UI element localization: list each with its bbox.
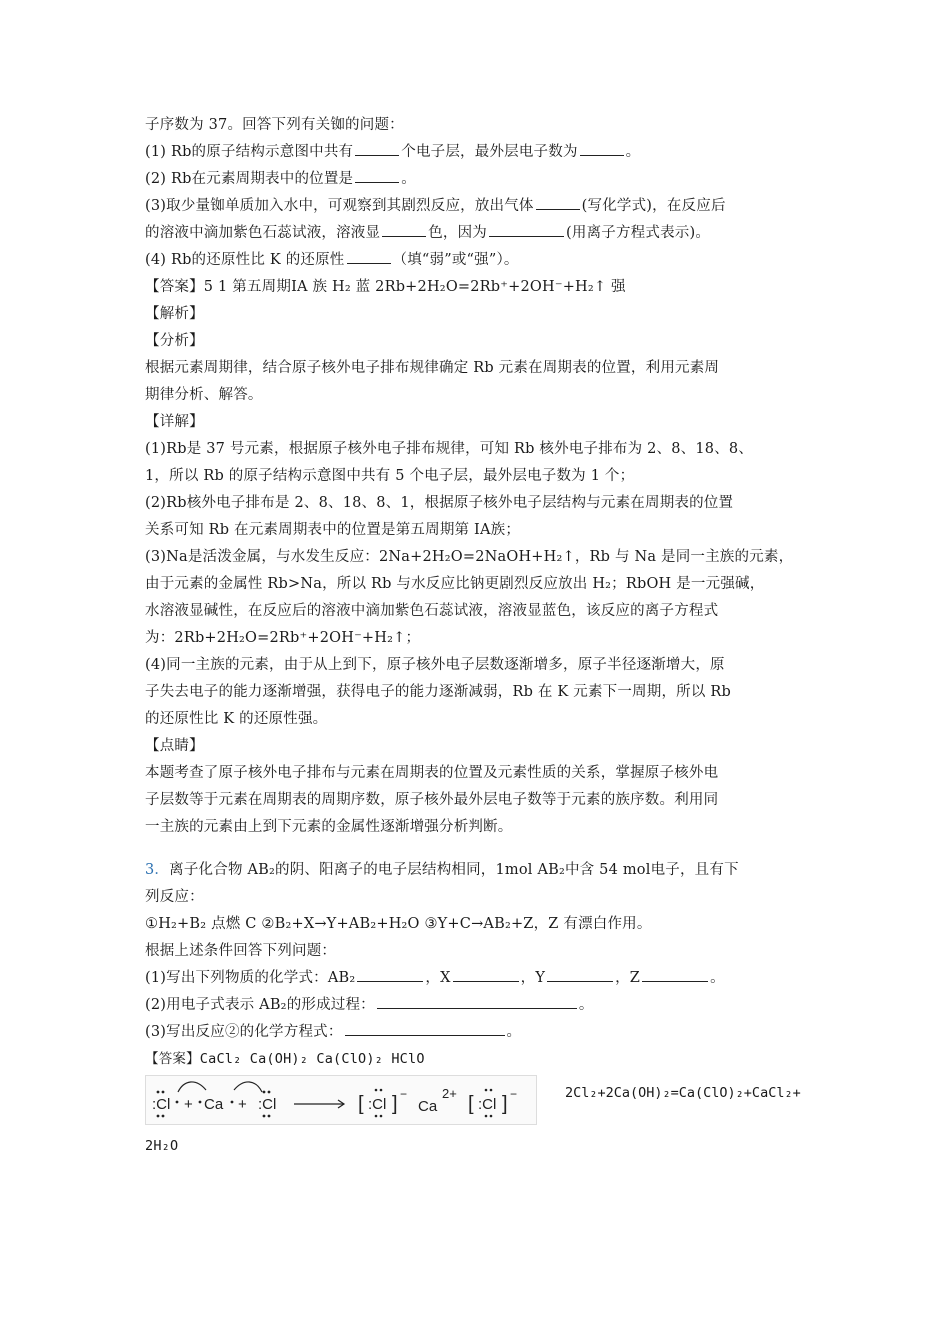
q2-part2 xyxy=(145,166,805,193)
q3-part1-text-d: ，Z xyxy=(615,970,641,986)
q2-detail4-line2: 子失去电子的能力逐渐增强，获得电子的能力逐渐减弱，Rb 在 K 元素下一周期，所以 Rb xyxy=(145,684,731,700)
blank-z[interactable] xyxy=(642,967,708,982)
arrow-left xyxy=(178,1082,206,1092)
q2-part1-text-b: 个电子层，最外层电子数为 xyxy=(401,144,578,160)
lewis-ca: Ca xyxy=(204,1096,224,1113)
q2-detail3-line1: (3)Na是活泼金属，与水发生反应：2Na+2H₂O=2NaOH+H₂↑，Rb 与 Na 是同一主族的元素， xyxy=(145,549,794,565)
q2-part3-text-b: (写化学式)，在反应后 xyxy=(581,198,726,214)
lewis-bracket-r2: ] xyxy=(502,1093,508,1115)
q2-dianjing-line3: 一主族的元素由上到下元素的金属性逐渐增强分析判断。 xyxy=(145,819,513,835)
q3-line2: 列反应： xyxy=(145,889,204,905)
lewis-plus-2: + xyxy=(238,1096,247,1113)
lewis-ion-cl-2: :Cl xyxy=(478,1096,497,1113)
q2-detail1-line2: 1，所以 Rb 的原子结构示意图中共有 5 个电子层，最外层电子数为 1 个； xyxy=(145,468,635,484)
blank-equation[interactable] xyxy=(345,1021,505,1036)
q3-part1-text-c: ，Y xyxy=(520,970,546,986)
q2-fenxi-line2: 期律分析、解答。 xyxy=(145,387,263,403)
q3-part3-text-b: 。 xyxy=(506,1024,522,1040)
q2-part3-text-c: 的溶液中滴加紫色石蕊试液，溶液显 xyxy=(145,225,381,241)
q2-part3-text-a: (3)取少量铷单质加入水中，可观察到其剧烈反应，放出气体 xyxy=(145,198,534,214)
lewis-svg xyxy=(146,1076,536,1124)
q3-equation-end: 2H₂O xyxy=(145,1138,179,1154)
q2-intro: 子序数为 37。回答下列有关铷的问题： xyxy=(145,117,404,133)
blank-ionic-equation[interactable] xyxy=(489,222,564,237)
q3-line1-text: 离子化合物 AB₂的阴、阳离子的电子层结构相同，1mol AB₂中含 54 mol电子，且有下 xyxy=(169,862,739,878)
lewis-formation-diagram xyxy=(145,1075,537,1125)
q3-part3 xyxy=(145,1019,805,1046)
blank-reducibility[interactable] xyxy=(347,249,391,264)
q2-dianjing-line1: 本题考查了原子核外电子排布与元素在周期表的位置及元素性质的关系，掌握原子核外电 xyxy=(145,765,719,781)
q3-line1 xyxy=(145,857,805,884)
q2-detail2-line2: 关系可知 Rb 在元素周期表中的位置是第五周期第 IA族； xyxy=(145,522,521,538)
q2-detail3-line3: 水溶液显碱性，在反应后的溶液中滴加紫色石蕊试液，溶液显蓝色，该反应的离子方程式 xyxy=(145,603,719,619)
lewis-charge-ca: 2+ xyxy=(442,1086,457,1101)
q2-dianjing-line2: 子层数等于元素在周期表的周期序数，原子核外最外层电子数等于元素的族序数。利用同 xyxy=(145,792,719,808)
q2-part4-text-b: （填“弱”或“强”）。 xyxy=(392,252,519,268)
lewis-ion-ca: Ca xyxy=(418,1098,438,1115)
q2-part3-line1 xyxy=(145,193,805,220)
q2-dianjing-heading: 【点睛】 xyxy=(145,738,204,754)
q3-answer-row xyxy=(145,1073,805,1133)
q2-part2-text-a: (2) Rb在元素周期表中的位置是 xyxy=(145,171,354,187)
q3-part1-text-b: ，X xyxy=(425,970,451,986)
q2-detail1-line1: (1)Rb是 37 号元素，根据原子核外电子排布规律，可知 Rb 核外电子排布为 2、8、18、8、 xyxy=(145,441,754,457)
blank-position[interactable] xyxy=(355,168,399,183)
q2-part3-text-d: 色，因为 xyxy=(428,225,488,241)
q2-part1 xyxy=(145,139,805,166)
lewis-charge-cl-2: − xyxy=(510,1087,518,1101)
q2-part3-text-e: (用离子方程式表示)。 xyxy=(566,225,711,241)
blank-layers[interactable] xyxy=(355,141,399,156)
q2-detail4-line3: 的还原性比 K 的还原性强。 xyxy=(145,711,328,727)
q3-part1 xyxy=(145,965,805,992)
lewis-plus-1: + xyxy=(184,1096,193,1113)
q3-answer: 【答案】CaCl₂ Ca(OH)₂ Ca(ClO)₂ HClO xyxy=(145,1051,425,1067)
lewis-cl-left: :Cl xyxy=(152,1096,171,1113)
q3-equation-right: 2Cl₂+2Ca(OH)₂=Ca(ClO)₂+CaCl₂+ xyxy=(565,1085,801,1101)
blank-gas[interactable] xyxy=(536,195,580,210)
q2-part2-text-b: 。 xyxy=(401,171,416,187)
q2-part4-text-a: (4) Rb的还原性比 K 的还原性 xyxy=(145,252,345,268)
q2-part1-text-c: 。 xyxy=(625,144,641,160)
blank-ab2[interactable] xyxy=(357,967,423,982)
q2-fenxi-heading: 【分析】 xyxy=(145,333,204,349)
q3-part3-text-a: (3)写出反应②的化学方程式： xyxy=(145,1024,343,1040)
q3-part1-text-a: (1)写出下列物质的化学式：AB₂ xyxy=(145,970,356,986)
blank-x[interactable] xyxy=(453,967,519,982)
q2-part3-line2 xyxy=(145,220,805,247)
blank-y[interactable] xyxy=(547,967,613,982)
q2-part4 xyxy=(145,247,805,274)
q2-detail2-line1: (2)Rb核外电子排布是 2、8、18、8、1，根据原子核外电子层结构与元素在周期表的位置 xyxy=(145,495,734,511)
q2-fenxi-line1: 根据元素周期律，结合原子核外电子排布规律确定 Rb 元素在周期表的位置，利用元素周 xyxy=(145,360,720,376)
lewis-bracket-r1: ] xyxy=(392,1093,398,1115)
q2-detail3-line4: 为：2Rb+2H₂O=2Rb⁺+2OH⁻+H₂↑； xyxy=(145,630,421,646)
q3-instruction: 根据上述条件回答下列问题： xyxy=(145,943,337,959)
q3-reactions: ①H₂+B₂ 点燃 C ②B₂+X→Y+AB₂+H₂O ③Y+C→AB₂+Z，Z 有漂白作用。 xyxy=(145,916,652,932)
document-page xyxy=(145,112,805,1160)
q3-part2-text-a: (2)用电子式表示 AB₂的形成过程： xyxy=(145,997,375,1013)
lewis-bracket-l1: [ xyxy=(358,1093,364,1115)
q2-jiexi-heading: 【解析】 xyxy=(145,306,204,322)
lewis-charge-cl-1: − xyxy=(400,1087,408,1101)
arrow-right xyxy=(234,1082,262,1092)
lewis-ion-cl-1: :Cl xyxy=(368,1096,387,1113)
blank-formation-process[interactable] xyxy=(377,994,577,1009)
blank-outer-electrons[interactable] xyxy=(580,141,624,156)
q2-detail3-line2: 由于元素的金属性 Rb>Na，所以 Rb 与水反应比钠更剧烈反应放出 H₂；RbOH 是一元强碱， xyxy=(145,576,765,592)
q2-detail4-line1: (4)同一主族的元素，由于从上到下，原子核外电子层数逐渐增多，原子半径逐渐增大，原 xyxy=(145,657,725,673)
q2-answer: 【答案】5 1 第五周期ⅠA 族 H₂ 蓝 2Rb+2H₂O=2Rb⁺+2OH⁻+H₂↑ 强 xyxy=(145,279,626,295)
q2-part1-text-a: (1) Rb的原子结构示意图中共有 xyxy=(145,144,354,160)
q2-xiangjie-heading: 【详解】 xyxy=(145,414,204,430)
blank-color[interactable] xyxy=(382,222,426,237)
q3-part1-text-e: 。 xyxy=(710,970,725,986)
q3-number: 3． xyxy=(145,862,170,878)
q3-part2-text-b: 。 xyxy=(578,997,594,1013)
lewis-cl-right: :Cl xyxy=(258,1096,277,1113)
q3-part2 xyxy=(145,992,805,1019)
lewis-bracket-l2: [ xyxy=(468,1093,474,1115)
